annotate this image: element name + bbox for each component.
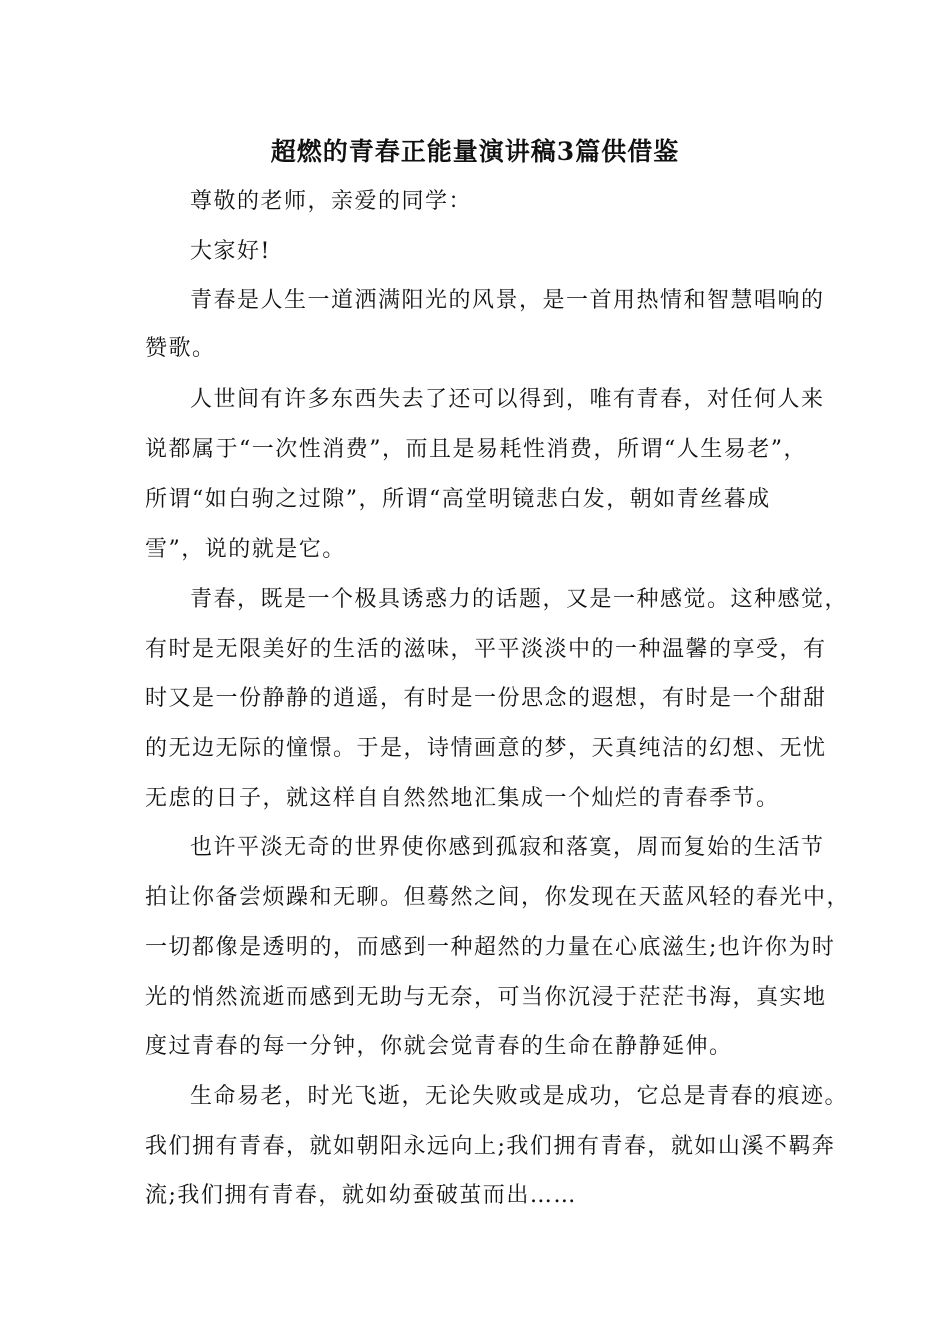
text-line: 我们拥有青春，就如朝阳永远向上;我们拥有青春，就如山溪不羁奔 bbox=[145, 1134, 836, 1159]
text-line: 人世间有许多东西失去了还可以得到，唯有青春，对任何人来 bbox=[190, 387, 825, 412]
text-line: 青春，既是一个极具诱惑力的话题，又是一种感觉。这种感觉， bbox=[190, 587, 849, 612]
text-line-salutation: 尊敬的老师，亲爱的同学： bbox=[190, 189, 473, 214]
text-line: 光的悄然流逝而感到无助与无奈，可当你沉浸于茫茫书海，真实地 bbox=[145, 985, 827, 1010]
text-line: 所谓“如白驹之过隙”，所谓“高堂明镜悲白发，朝如青丝暮成 bbox=[145, 487, 771, 512]
text-line: 青春是人生一道洒满阳光的风景，是一首用热情和智慧唱响的 bbox=[190, 288, 825, 313]
text-line: 生命易老，时光飞逝，无论失败或是成功，它总是青春的痕迹。 bbox=[190, 1084, 849, 1109]
text-line: 一切都像是透明的，而感到一种超然的力量在心底滋生;也许你为时 bbox=[145, 935, 836, 960]
text-line: 也许平淡无奇的世界使你感到孤寂和落寞，周而复始的生活节 bbox=[190, 835, 825, 860]
text-line: 度过青春的每一分钟，你就会觉青春的生命在静静延伸。 bbox=[145, 1034, 733, 1059]
text-line: 无虑的日子，就这样自自然然地汇集成一个灿烂的青春季节。 bbox=[145, 786, 780, 811]
text-line: 拍让你备尝烦躁和无聊。但蓦然之间，你发现在天蓝风轻的春光中， bbox=[145, 885, 851, 910]
text-line: 说都属于“一次性消费”，而且是易耗性消费，所谓“人生易老”， bbox=[145, 437, 807, 462]
text-line: 雪”，说的就是它。 bbox=[145, 537, 346, 562]
text-line-greeting: 大家好! bbox=[190, 239, 271, 264]
text-line: 流;我们拥有青春，就如幼蚕破茧而出…… bbox=[145, 1183, 577, 1208]
text-line: 时又是一份静静的逍遥，有时是一份思念的遐想，有时是一个甜甜 bbox=[145, 686, 827, 711]
document-title: 超燃的青春正能量演讲稿3篇供借鉴 bbox=[270, 137, 680, 166]
text-line: 的无边无际的憧憬。于是，诗情画意的梦，天真纯洁的幻想、无忧 bbox=[145, 736, 827, 761]
text-line: 有时是无限美好的生活的滋味，平平淡淡中的一种温馨的享受，有 bbox=[145, 637, 827, 662]
text-line: 赞歌。 bbox=[145, 336, 216, 361]
